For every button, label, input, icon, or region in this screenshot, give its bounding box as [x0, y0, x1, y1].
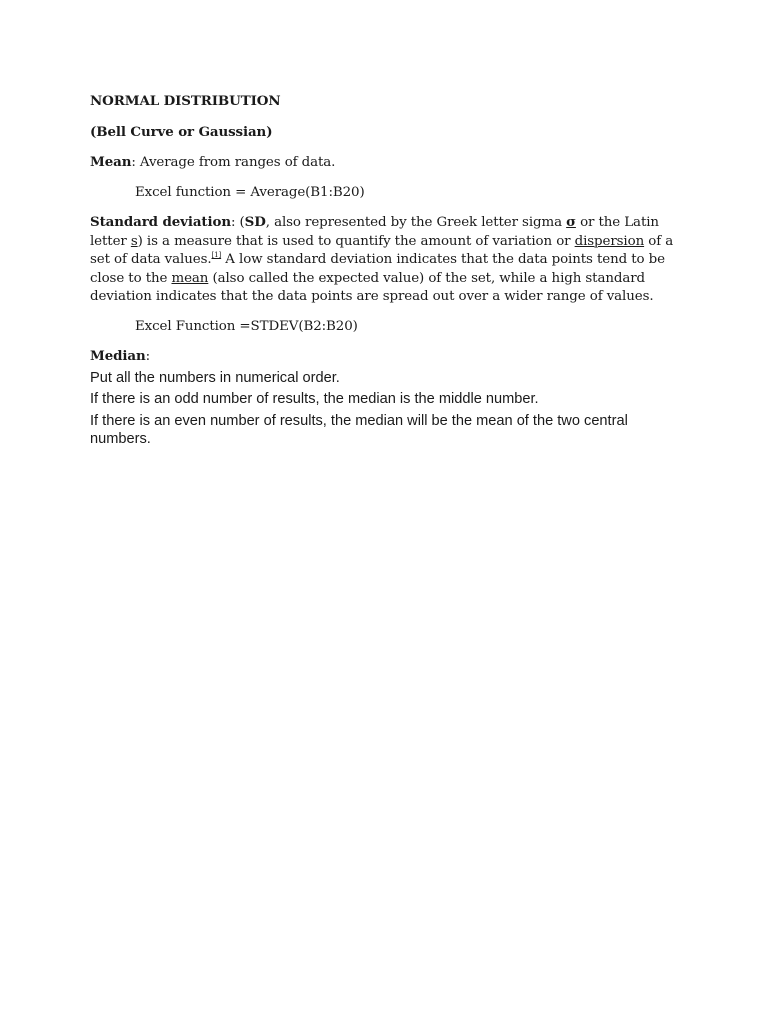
mean-definition: [90, 153, 690, 173]
document-subtitle: (Bell Curve or Gaussian): [90, 123, 273, 140]
sigma-link[interactable]: σ: [566, 214, 576, 230]
document-title: NORMAL DISTRIBUTION: [90, 93, 281, 109]
standard-deviation-definition: Standard deviation: (SD, also represented by the Greek letter sigma σ or the Latin letter s) is a measure that is used to quantify the amount of variation or dispersion of a set of data values.[1] A low standard deviation indicates that the data points tend to be close to the mean (also called the expected value) of the set, while a high standard deviation indicates that the data points are spread out over a wider range of values.: [90, 214, 674, 304]
mean-link[interactable]: mean: [171, 270, 209, 286]
median-heading: Median:: [90, 348, 151, 364]
document-page: [90, 92, 690, 452]
median-line: If there is an even number of results, the median will be the mean of the two central numbers.: [90, 412, 628, 447]
latin-s-link[interactable]: s: [130, 233, 138, 249]
median-line: Put all the numbers in numerical order.: [90, 369, 340, 386]
sd-excel-function: Excel Function =STDEV(B2:B20): [135, 318, 358, 334]
mean-excel-function: Excel function = Average(B1:B20): [135, 184, 365, 200]
dispersion-link[interactable]: dispersion: [574, 233, 645, 249]
sd-abbr: SD: [244, 214, 266, 230]
mean-label: Mean: [90, 154, 132, 170]
sd-label: Standard deviation: [90, 214, 231, 230]
mean-text: : Average from ranges of data.: [131, 155, 336, 170]
median-label: Median: [90, 348, 146, 364]
median-line: If there is an odd number of results, the median is the middle number.: [90, 391, 539, 407]
reference-1-link[interactable]: [1]: [211, 251, 222, 259]
